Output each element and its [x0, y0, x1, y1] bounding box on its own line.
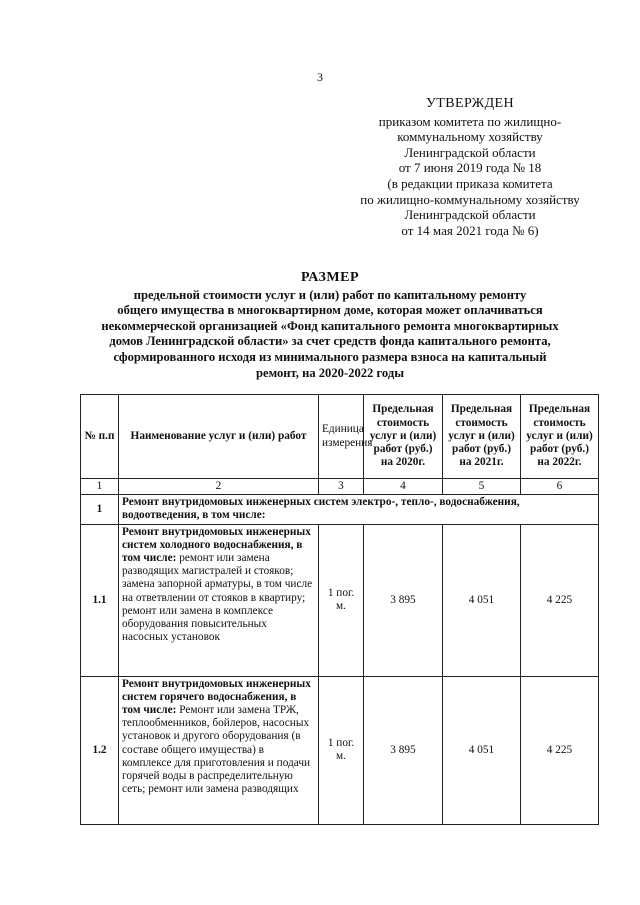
row-number: 1.2: [81, 676, 119, 824]
row-unit: 1 пог. м.: [319, 676, 364, 824]
document-heading: РАЗМЕР: [300, 270, 359, 285]
row-service-text: Ремонт или замена ТРЖ, теплообменников, бойлеров, насосных установок и другого оборудования (в составе общего имущества) в комплексе для приготовления и подачи горячей воды в распределительную сеть; ремонт или замена разводящих: [122, 704, 311, 796]
document-title-line: сформированного исходя из минимального размера взноса на капитальный: [113, 349, 547, 364]
document-title-line: предельной стоимости услуг и (или) работ по капитальному ремонту: [133, 287, 527, 302]
table-header-row: [81, 395, 599, 479]
column-number: 4: [364, 479, 443, 495]
header-cost-2021: Предельная стоимость услуг и (или) работ (руб.) на 2021г.: [443, 395, 521, 479]
row-cost-2020: 3 895: [364, 676, 443, 824]
row-cost-2022: 4 225: [521, 676, 599, 824]
column-number: 6: [521, 479, 599, 495]
document-title: [60, 270, 600, 381]
row-cost-2020: 3 895: [364, 524, 443, 676]
document-title-line: ремонт, на 2020-2022 годы: [255, 365, 405, 380]
column-number: 3: [319, 479, 364, 495]
approval-line: приказом комитета по жилищно-: [378, 113, 562, 129]
column-number: 1: [81, 479, 119, 495]
cost-table: [80, 394, 599, 825]
row-unit: 1 пог. м.: [319, 524, 364, 676]
column-number: 5: [443, 479, 521, 495]
approval-title: УТВЕРЖДЕН: [425, 96, 514, 111]
document-title-line: домов Ленинградской области» за счет средств фонда капитального ремонта,: [109, 334, 551, 349]
approval-line: коммунальному хозяйству: [397, 129, 543, 145]
section-row: [81, 495, 599, 524]
row-service-text: ремонт или замена разводящих магистралей и стояков; замена запорной арматуры, в том числе на ответвлении от стояков в квартиру; ремонт или замена в комплексе оборудования повысительных насосных установок: [122, 552, 313, 644]
row-cost-2022: 4 225: [521, 524, 599, 676]
section-title: Ремонт внутридомовых инженерных систем электро-, тепло-, водоснабжения, водоотведения, в том числе:: [119, 495, 599, 524]
approval-line: по жилищно-коммунальному хозяйству: [360, 191, 580, 207]
column-number: 2: [119, 479, 319, 495]
row-service-title: Ремонт внутридомовых инженерных систем горячего водоснабжения, в том числе:: [122, 677, 311, 717]
document-title-line: некоммерческой организацией «Фонд капитального ремонта многоквартирных: [101, 318, 559, 333]
row-number: 1.1: [81, 524, 119, 676]
row-service: [119, 524, 319, 676]
column-number-row: [81, 479, 599, 495]
header-cost-2022: Предельная стоимость услуг и (или) работ (руб.) на 2022г.: [521, 395, 599, 479]
row-service: [119, 676, 319, 824]
row-cost-2021: 4 051: [443, 676, 521, 824]
approval-line: Ленинградской области: [404, 144, 536, 160]
document-title-line: общего имущества в многоквартирном доме, которая может оплачиваться: [117, 303, 543, 318]
header-cost-2020: Предельная стоимость услуг и (или) работ (руб.) на 2020г.: [364, 395, 443, 479]
page-number: 3: [317, 70, 323, 84]
header-num: № п.п: [81, 395, 119, 479]
approval-line: от 7 июня 2019 года № 18: [398, 160, 542, 176]
header-name: Наименование услуг и (или) работ: [119, 395, 319, 479]
approval-block: [345, 96, 595, 238]
table-row: [81, 524, 599, 676]
approval-line: от 14 мая 2021 года № 6): [401, 222, 539, 238]
table-row: [81, 676, 599, 824]
row-service-title: Ремонт внутридомовых инженерных систем холодного водоснабжения, в том числе:: [122, 525, 311, 565]
section-number: 1: [81, 495, 119, 524]
approval-line: Ленинградской области: [404, 207, 536, 223]
approval-line: (в редакции приказа комитета: [387, 175, 553, 191]
row-cost-2021: 4 051: [443, 524, 521, 676]
header-unit: Единица измерения: [319, 395, 364, 479]
